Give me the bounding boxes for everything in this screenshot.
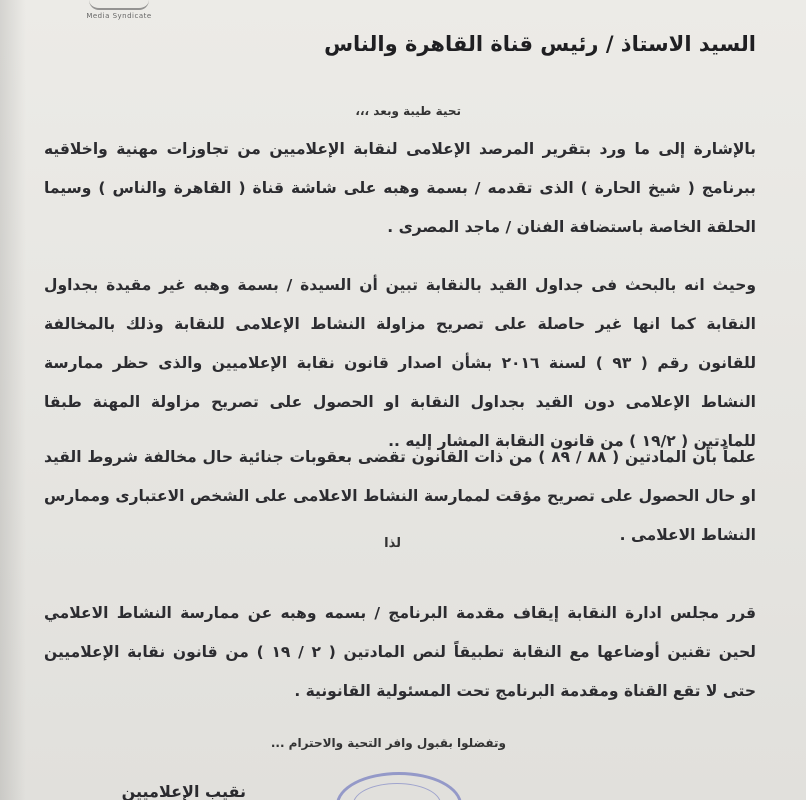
letter-closing: وتفضلوا بقبول وافر التحية والاحترام ...	[270, 736, 506, 750]
logo-emblem-icon	[89, 0, 149, 10]
letter-therefore: لذا	[384, 536, 401, 551]
page-edge-shadow	[0, 0, 26, 800]
letter-paragraph-4: قرر مجلس ادارة النقابة إيقاف مقدمة البرنامج / بسمه وهبه عن ممارسة النشاط الاعلامي لحين تقنين أوضاعها مع النقابة تطبيقاً لنص المادتين ( ٢ / ١٩ ) من قانون نقابة الإعلاميين حتى لا تقع القناة ومقدمة البرنامج تحت المسئولية القانونية .	[44, 604, 756, 700]
stamp-inner-ring	[353, 783, 441, 800]
logo-text: Media Syndicate	[86, 12, 152, 20]
letter-paragraph-3: علماً بأن المادتين ( ٨٨ / ٨٩ ) من ذات القانون تقضى بعقوبات جنائية حال مخالفة شروط القيد او حال الحصول على تصريح مؤقت لممارسة النشاط الاعلامى على الشخص الاعتبارى وممارس النشاط الاعلامى .	[44, 448, 756, 544]
letterhead-logo	[58, 0, 180, 20]
letter-greeting: تحية طيبة وبعد ،،،	[355, 104, 461, 118]
official-stamp	[336, 772, 462, 800]
letter-addressee: السيد الاستاذ / رئيس قناة القاهرة والناس	[324, 32, 756, 56]
letter-paragraph-1: بالإشارة إلى ما ورد بتقرير المرصد الإعلامى لنقابة الإعلاميين من تجاوزات مهنية واخلاقيه ببرنامج ( شيخ الحارة ) الذى تقدمه / بسمة وهبه على شاشة قناة ( القاهرة والناس ) وسيما الحلقة الخاصة باستضافة الفنان / ماجد المصرى .	[44, 140, 756, 236]
letter-paragraph-2: وحيث انه بالبحث فى جداول القيد بالنقابة تبين أن السيدة / بسمة وهبه غير مقيدة بجداول النقابة كما انها غير حاصلة على تصريح مزاولة النشاط الإعلامى للنقابة وذلك بالمخالفة للقانون رقم ( ٩٣ ) لسنة ٢٠١٦ بشأن اصدار قانون نقابة الإعلاميين والذى حظر ممارسة النشاط الإعلامى دون القيد بجداول النقابة او الحصول على تصريح مزاولة المهنة طبقا للمادتين ( ١٩/٢ ) من قانون النقابة المشار إليه ..	[44, 276, 757, 450]
letter-signature: نقيب الإعلاميين	[121, 782, 246, 800]
